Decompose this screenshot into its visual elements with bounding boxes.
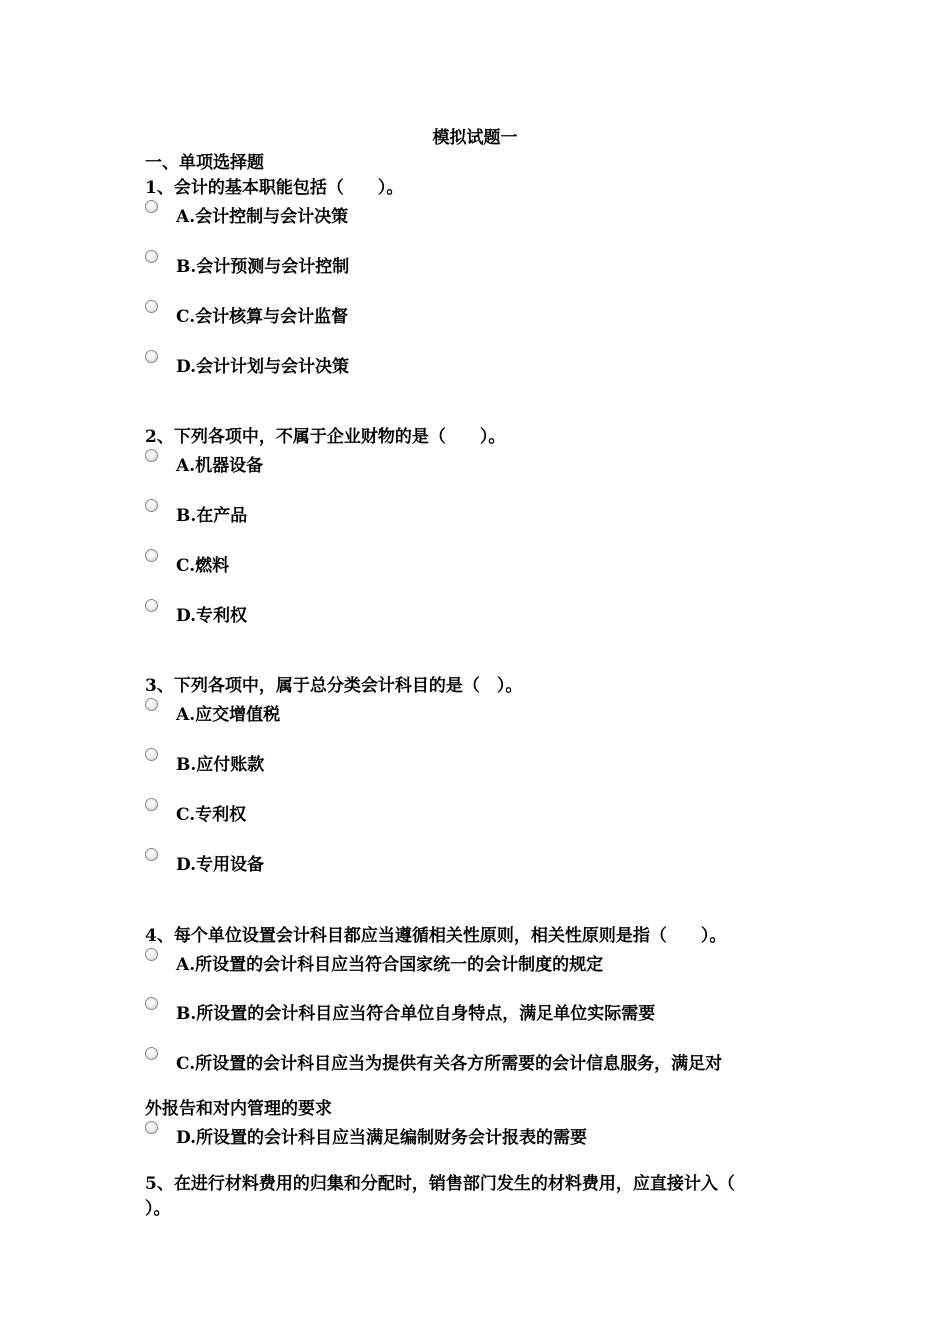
- radio-button-icon[interactable]: [145, 350, 158, 363]
- radio-button-icon[interactable]: [145, 698, 158, 711]
- option-label: A.会计控制与会计决策: [176, 207, 349, 227]
- option-label: B.在产品: [176, 506, 248, 526]
- option-label: C.专利权: [176, 805, 247, 825]
- option-label: C.燃料: [176, 556, 230, 576]
- radio-button-icon[interactable]: [145, 449, 158, 462]
- option-label: B.会计预测与会计控制: [176, 257, 350, 277]
- radio-button-icon[interactable]: [145, 200, 158, 213]
- option-label: B.应付账款: [176, 755, 265, 775]
- option-label: A.应交增值税: [176, 705, 281, 725]
- question-1-stem: 1、会计的基本职能包括（ ）。: [145, 178, 404, 198]
- question-3-stem: 3、下列各项中，属于总分类会计科目的是（ ）。: [145, 676, 523, 696]
- radio-button-icon[interactable]: [145, 499, 158, 512]
- option-label: D.专用设备: [176, 855, 265, 875]
- option-label: A.所设置的会计科目应当符合国家统一的会计制度的规定: [176, 955, 604, 975]
- question-4-stem: 4、每个单位设置会计科目都应当遵循相关性原则，相关性原则是指（ ）。: [145, 926, 727, 946]
- radio-button-icon[interactable]: [145, 549, 158, 562]
- option-label: B.所设置的会计科目应当符合单位自身特点，满足单位实际需要: [176, 1004, 656, 1024]
- radio-button-icon[interactable]: [145, 300, 158, 313]
- option-label: D.所设置的会计科目应当满足编制财务会计报表的需要: [176, 1128, 588, 1148]
- question-5-stem-line-1: 5、在进行材料费用的归集和分配时，销售部门发生的材料费用，应直接计入（: [145, 1174, 735, 1194]
- option-label: D.会计计划与会计决策: [176, 357, 350, 377]
- question-4-option-c-continuation: 外报告和对内管理的要求: [145, 1099, 332, 1119]
- question-2-stem: 2、下列各项中，不属于企业财物的是（ ）。: [145, 427, 506, 447]
- radio-button-icon[interactable]: [145, 997, 158, 1010]
- radio-button-icon[interactable]: [145, 1047, 158, 1060]
- page-title: 模拟试题一: [432, 128, 518, 148]
- radio-button-icon[interactable]: [145, 948, 158, 961]
- option-label: C.会计核算与会计监督: [176, 307, 349, 327]
- option-label: D.专利权: [176, 606, 248, 626]
- option-label: A.机器设备: [176, 456, 264, 476]
- radio-button-icon[interactable]: [145, 250, 158, 263]
- radio-button-icon[interactable]: [145, 748, 158, 761]
- option-label: C.所设置的会计科目应当为提供有关各方所需要的会计信息服务，满足对: [176, 1054, 723, 1074]
- radio-button-icon[interactable]: [145, 798, 158, 811]
- radio-button-icon[interactable]: [145, 599, 158, 612]
- question-5-stem-line-2: ）。: [145, 1199, 171, 1219]
- radio-button-icon[interactable]: [145, 1121, 158, 1134]
- section-heading: 一、单项选择题: [145, 153, 264, 173]
- radio-button-icon[interactable]: [145, 848, 158, 861]
